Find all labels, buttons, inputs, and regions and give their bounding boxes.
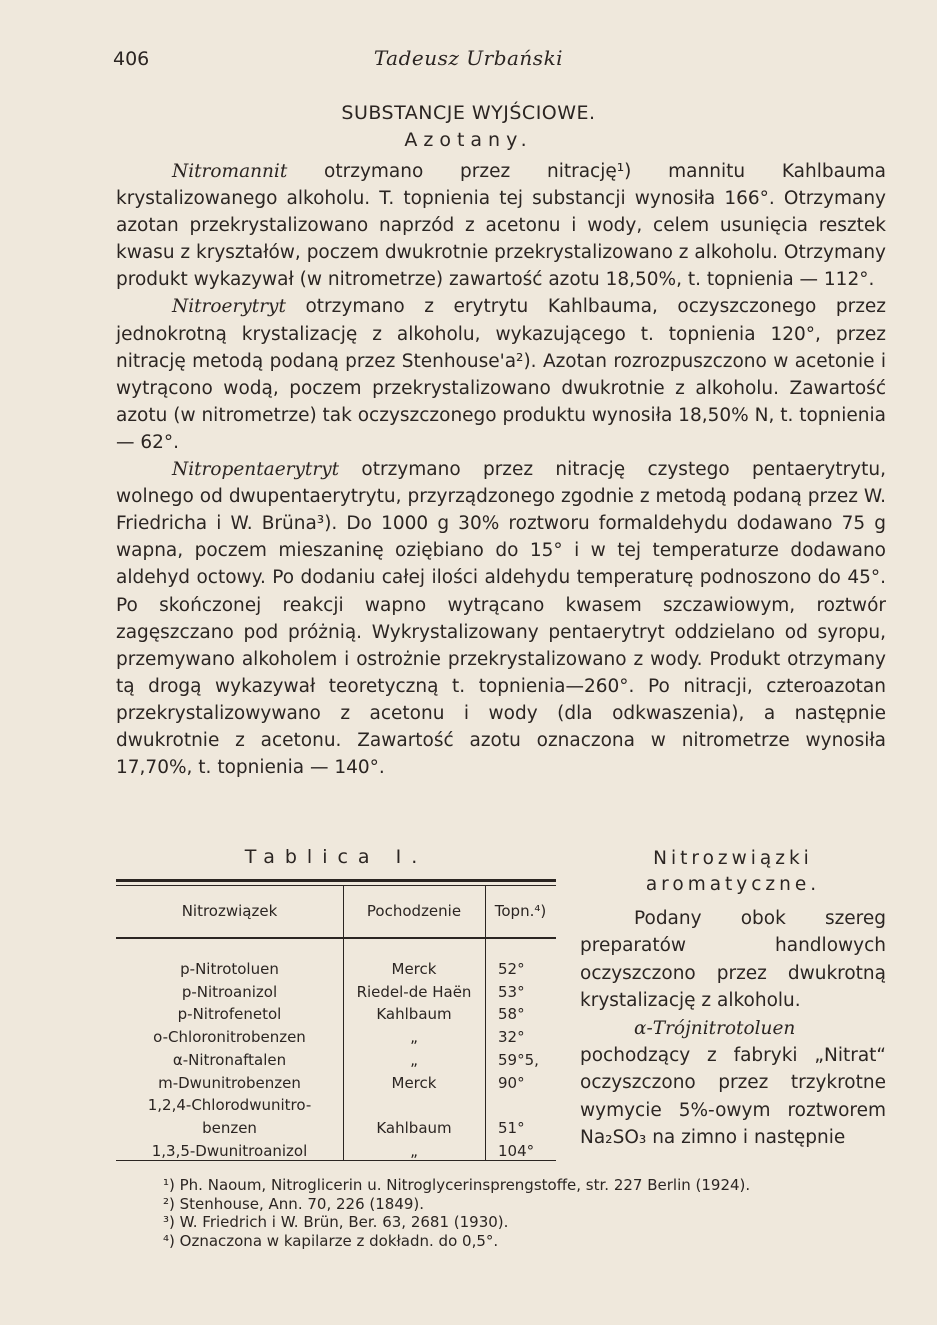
table-cell: Kahlbaum xyxy=(376,1005,452,1024)
table-cell: o-Chloronitrobenzen xyxy=(153,1028,306,1047)
table-cell: m-Dwunitrobenzen xyxy=(158,1073,301,1092)
table-cell xyxy=(498,1094,556,1117)
footnotes xyxy=(163,1176,750,1250)
subsection-title: Azotany. xyxy=(404,129,533,151)
right-column-paragraph: Podany obok szereg preparatów handlowych oczyszczono przez dwukrotną krystalizację z alkoholu. xyxy=(580,908,886,1012)
table-cell: p-Nitroanizol xyxy=(181,982,278,1001)
table-cell: 1,2,4-Chlorodwunitro- xyxy=(147,1096,312,1115)
paragraph-text: otrzymano przez nitrację¹) mannitu Kahlbauma krystalizowanego alkoholu. T. topnienia tej substancji wynosiła 166°. Otrzymany azotan przekrystalizowano naprzód z acetonu i wody, celem usunięcia resztek kwasu z kryształów, poczem dwukrotnie przekrystalizowano z alkoholu. Otrzymany produkt wykazywał (w nitrometrze) zawartość azotu 18,50%, t. topnienia — 112°. xyxy=(116,161,886,291)
paragraph-text: otrzymano z erytrytu Kahlbauma, oczyszczonego przez jednokrotną krystalizację z alkoholu, wykazującego t. topnienia 120°, przez nitrację metodą podaną przez Stenhouse'a²). Azotan rozrozpuszczono w acetonie i wytrącono wodą, poczem przekrystalizowano dwukrotnie z alkoholu. Zawartość azotu (w nitrometrze) tak oczyszczonego produktu wynosiła 18,50% N, t. topnienia — 62°. xyxy=(116,296,886,453)
footnote: ⁴) Oznaczona w kapilarze z dokładn. do 0,5°. xyxy=(163,1231,499,1250)
right-column xyxy=(580,846,886,1152)
table-cell: „ xyxy=(410,1028,418,1047)
table-header-rule xyxy=(116,937,556,939)
table-top-rule-thin xyxy=(116,885,556,886)
table-cell: Riedel-de Haën xyxy=(356,982,472,1001)
table-cell: p-Nitrofenetol xyxy=(177,1005,282,1024)
main-text xyxy=(116,158,886,781)
table-cell: Merck xyxy=(391,1073,437,1092)
footnote: ²) Stenhouse, Ann. 70, 226 (1849). xyxy=(163,1194,425,1213)
table-col-divider xyxy=(485,886,486,1160)
table-header-cell: Pochodzenie xyxy=(366,902,462,920)
table-column-compound xyxy=(116,958,343,1162)
table-cell: α-Nitronaftalen xyxy=(172,1050,287,1069)
section-title: SUBSTANCJE WYJŚCIOWE. xyxy=(341,102,596,124)
table-cell: 52° xyxy=(498,960,525,978)
table-cell: „ xyxy=(410,1141,418,1160)
table-top-rule xyxy=(116,879,556,882)
table-column-mp xyxy=(498,958,556,1162)
paragraph-text: pochodzący z fabryki „Nitrat“ oczyszczono przez trzykrotne wymycie 5%-owym roztworem Na₂SO₃ na zimno i następnie xyxy=(580,1045,886,1149)
table-header-cell: Topn.⁴) xyxy=(494,902,547,920)
table-cell: 58° xyxy=(498,1005,525,1024)
paragraph-nitropentaerytryt xyxy=(116,456,886,781)
table-cell xyxy=(343,1094,485,1117)
table-cell: 59°5, xyxy=(498,1050,539,1069)
footnote: ¹) Ph. Naoum, Nitroglicerin u. Nitroglycerinsprengstoffe, str. 227 Berlin (1924). xyxy=(163,1176,751,1194)
right-column-paragraph xyxy=(580,1015,886,1152)
page-number: 406 xyxy=(113,48,150,70)
table-cell: Merck xyxy=(391,960,437,978)
table-cell: 90° xyxy=(498,1073,525,1092)
paragraph-nitromannit xyxy=(116,158,886,293)
table-cell: 1,3,5-Dwunitroanizol xyxy=(151,1141,308,1160)
compound-name: Nitromannit xyxy=(172,161,288,182)
table-cell: 51° xyxy=(498,1118,525,1137)
right-column-heading: Nitrozwiązki aromatyczne. xyxy=(645,848,821,895)
table-cell: 53° xyxy=(498,982,525,1001)
table-column-origin xyxy=(343,958,485,1162)
compound-name: Nitroerytryt xyxy=(172,296,286,318)
table-header-cell: Nitrozwiązek xyxy=(181,902,278,920)
paragraph-nitroerytryt xyxy=(116,293,886,456)
table-cell: 104° xyxy=(498,1141,535,1160)
footnote: ³) W. Friedrich i W. Brün, Ber. 63, 2681 (1930). xyxy=(163,1213,509,1231)
table-cell: 32° xyxy=(498,1028,525,1047)
table-cell: Kahlbaum xyxy=(376,1118,452,1137)
compound-name: α-Trójnitrotoluen xyxy=(634,1017,796,1039)
table-cell: benzen xyxy=(202,1118,257,1137)
table-cell: „ xyxy=(410,1050,418,1069)
running-head: Tadeusz Urbański xyxy=(373,46,564,70)
table-cell: p-Nitrotoluen xyxy=(180,960,279,978)
paragraph-text: otrzymano przez nitrację czystego pentaerytrytu, wolnego od dwupentaerytrytu, przyrządzonego zgodnie z metodą podaną przez W. Friedricha i W. Brüna³). Do 1000 g 30% roztworu formaldehydu dodawano 75 g wapna, poczem mieszaninę oziębiano do 15° i w tej temperaturze dodawano aldehyd octowy. Po dodaniu całej ilości aldehydu temperaturę podnoszono do 45°. Po skończonej reakcji wapno wytrącano kwasem szczawiowym, roztwór zagęszczano pod próżnią. Wykrystalizowany pentaerytryt oddzielano od syropu, przemywano alkoholem i ostrożnie przekrystalizowano z wody. Produkt otrzymany tą drogą wykazywał teoretyczną t. topnienia—260°. Po nitracji, czteroazotan przekrystalizowywano z acetonu i wody (dla odkwaszenia), a następnie dwukrotnie z acetonu. Zawartość azotu oznaczona w nitrometrze wynosiła 17,70%, t. topnienia — 140°. xyxy=(116,459,886,779)
compound-name: Nitropentaerytryt xyxy=(172,459,340,481)
table-caption: Tablica I. xyxy=(244,846,428,868)
